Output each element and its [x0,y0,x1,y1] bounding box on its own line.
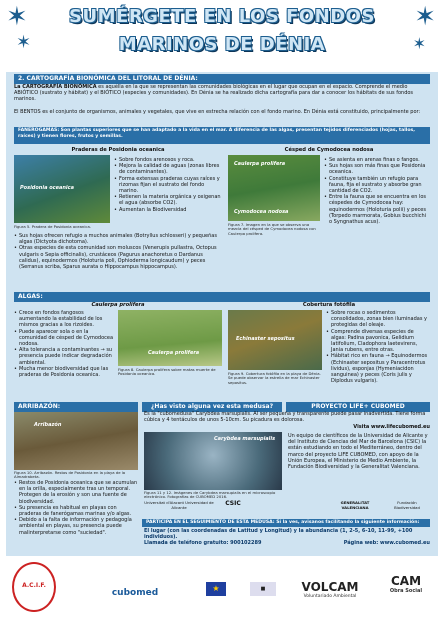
medusa-visit-link[interactable]: Visita www.lifecubomed.eu [353,424,430,430]
intro-paragraph-2: El BENTOS es el conjunto de organismos, animales y vegetales, que vive en estrecha relación con el fondo marino. En Dénia está constituido, principalmente por: [14,109,421,115]
emblem-icon: ■ [250,582,276,596]
intro-paragraph-1: La CARTOGRAFÍA BIONÓMICA es aquélla en la que se representan las comunidades biológicas en el lugar que ocupan en el espacio. Comprende el medio ABIÓTICO (sustrato y hábitat) y el BIÓTICO (especies y comunidades). En Dénia se ha realizado dicha cartografía para dar a conocer los hábitats de sus fondos marinos. [14,84,414,103]
cymodocea-title: Césped de Cymodocea nodosa [284,147,374,153]
caulerpa-title: Caulerpa prolifera [91,302,145,308]
medusa-photo: Carybdea marsupialis [144,432,282,490]
section-heading: 2. CARTOGRAFÍA BIONÓMICA DEL LITORAL DE DÉNIA: [14,74,430,84]
arribazon-photo: Arribazón [14,412,138,470]
title-banner [0,0,444,68]
medusa-caption: Figura 11 y 12. Imágenes de Carybdea marsupialis en el microscopio electrónico. Fotografías de CUBOMED 2016. [144,490,276,500]
cymodocea-photo: Caulerpa prolifera Cymodocea nodosa [228,155,320,221]
fanerogamas-heading: FANEROGAMAS: Son plantas superiores que se han adaptado a la vida en el mar. A diferencia de las algas, presentan tejidos diferenciados (hojas, tallos, raíces) y tienen flores, frutos y semillas. [14,127,430,144]
posidonia-bullets: • Sobre fondos arenosos y roca. • Mejora la calidad de aguas (zonas libres de contaminantes). • Forma extensas praderas cuyas raíces y rizomas fijan el sustrato del fondo marino. • Retienen la materia orgánica y oxigenan el agua (absorbe CO2). • Aumentan la Biodiversidad [114,157,222,213]
medusa-heading: ¿Has visto alguna vez esta medusa? [142,402,282,412]
title-line-2: MARINOS DE DÉNIA [118,34,326,55]
starfish-icon: ✶ [6,2,28,32]
starfish-icon: ✶ [412,34,426,53]
participa-heading: PARTICIPA EN EL SEGUIMIENTO DE ESTA MEDUSA: Si la ves, avisanos facilitando la siguiente información: [142,519,430,527]
logo-fundacion: Fundación Biodiversidad [394,500,420,510]
cymodocea-bullets: • Se asienta en arenas finas o fangos. • Sus hojas son más finas que Posidonia oceanica. • Constituye también un refugio para fauna, fija el sustrato y absorbe gran cantidad de CO2. • Entre la fauna que se encuentra en los céspedes de Cymodocea hay: equinodermos (Holoturia polii) y peces (Torpedo marmorata, Gobius bucchichi o Syngnathus acus). [324,157,430,225]
posidonia-more: • Sus hojas ofrecen refugio a muchos animales (Botryllus schlosseri) y pequeñas algas (Dictyota dichotoma). • Otras especies de esta comunidad son moluscos (Venerupis pullastra, Octopus vulgaris o Sepia officinalis), crustáceos (Pagurus anachoretus o Dardanus calidus), equinodermos (Holoturia poli, Ophioderma longicaudum) y peces (Serranus scriba, Sparus aurata o Hippocampus hippocampus). [14,233,222,270]
participa-phone[interactable]: Llamada de teléfono gratuito: 900102289 [144,540,262,546]
logo-volcam: VOLCAM Voluntariado Ambiental [301,580,359,599]
logo-cubomed: cubomed [111,588,159,598]
cobertura-title: Cobertura fotófila [302,302,356,308]
caulerpa-caption: Figura 8. Caulerpa prolifera sobre matas muerte de Posidonia oceanica. [118,367,216,377]
logo-cam: CAM Obra Social [389,574,423,594]
proyecto-text: Un equipo de científicos de la Universidad de Alicante y del Instituto de Ciencias del Mar de Barcelona (CSIC) la están estudiando en todo el Mediterráneo, dentro del marco del proyecto LIFE CUBOMED, con apoyo de la Unión Europea, el Ministerio de Medio Ambiente, la Fundación Biodiversidad y la Generalitat Valenciana. [288,433,428,471]
sponsor-logos [6,560,438,616]
proyecto-heading: PROYECTO LIFE+ CUBOMED [286,402,430,412]
caulerpa-bullets: • Crece en fondos fangosos aumentando la estabilidad de los mismos gracias a los rizoides. • Puede aparecer sola o en la comunidad de césped de Cymodocea nodosa. • Alta tolerancia a contaminantes → su presencia puede indicar degradación ambiental. • Mucha menor biodiversidad que las praderas de Posidonia oceanica. [14,310,114,378]
title-line-1: SUMÉRGETE EN LOS FONDOS [69,6,375,27]
eu-flag-icon: ★ [206,582,226,596]
participa-line1: El lugar (con las coordenadas de Latitud y Longitud) y la abundancia (1, 2-5, 6-10, 11-99, +100 individuos). [144,528,413,541]
cobertura-photo: Echinaster sepositus [228,310,322,370]
participa-web[interactable]: Página web: www.cubomed.eu [343,540,430,546]
logo-ua: Universitat d'Alacant Universidad de Alicante [144,500,214,510]
cymodocea-caption: Figura 7. Imagen en la que se observa una mezcla del césped de Cymodocea nodosa con Caulerpa prolifera. [228,222,316,236]
intro-bold: La CARTOGRAFÍA BIONÓMICA [14,84,97,90]
arribazon-caption: Figura 10. Arribazón. Restos de Posidonia en la playa de la Almadrabeta. [14,470,126,480]
arribazon-bullets: • Restos de Posidonia oceanica que se acumulan en la orilla, especialmente tras un temporal. Protegen de la erosión y son una fuente de biodiversidad. • Su presencia es habitual en playas con praderas de fanerógamas marinas y/o algas. • Debido a la falta de información y pedagogía ambiental en playas, su presencia puede malinterpretarse como "suciedad". [14,480,138,536]
posidonia-caption: Figura 5. Pradera de Posidonia oceanica. [14,224,92,229]
logo-gva: GENERALITAT VALENCIANA [340,500,370,510]
posidonia-title: Praderas de Posidonia oceanica [71,147,165,153]
caulerpa-photo: Caulerpa prolifera [118,310,222,366]
cobertura-caption: Figura 9. Cobertura fotófila en la playa de Dénia. Se puede observar la estrella de mar Echinaster sepositus. [228,371,321,385]
arribazon-heading: ARRIBAZÓN: [14,402,138,412]
starfish-icon: ✶ [16,32,32,53]
logo-csic: CSIC [225,500,241,507]
medusa-description: Es la "cubomedusa" Carybdea marsupialis. Al ser pequeña y transparente puede pasar inadvertida. Tiene forma cúbica y 4 tentáculos de unos 5-10cm. Su picadura es dolorosa. [144,411,426,424]
posidonia-photo: Posidonia oceanica [14,155,110,223]
algas-heading: ALGAS: [14,292,430,302]
logo-acif: A.C.I.F. [12,562,56,612]
starfish-icon: ✶ [414,2,436,32]
cobertura-bullets: • Sobre rocas o sedimentos consolidados, zonas bien iluminadas y protegidas del oleaje. • Comprende diversas especies de algas: Padina pavonica, Gelidium latifolium, Cladophora laetevirens, Jania rubens, entre otras. • Hábitat rico en fauna → Equinodermos (Echinaster sepositus y Paracentrotus lividus), esponjas (Hymeniacidon sanguinea) y peces (Coris julis y Diplodus vulgaris). [326,310,430,384]
